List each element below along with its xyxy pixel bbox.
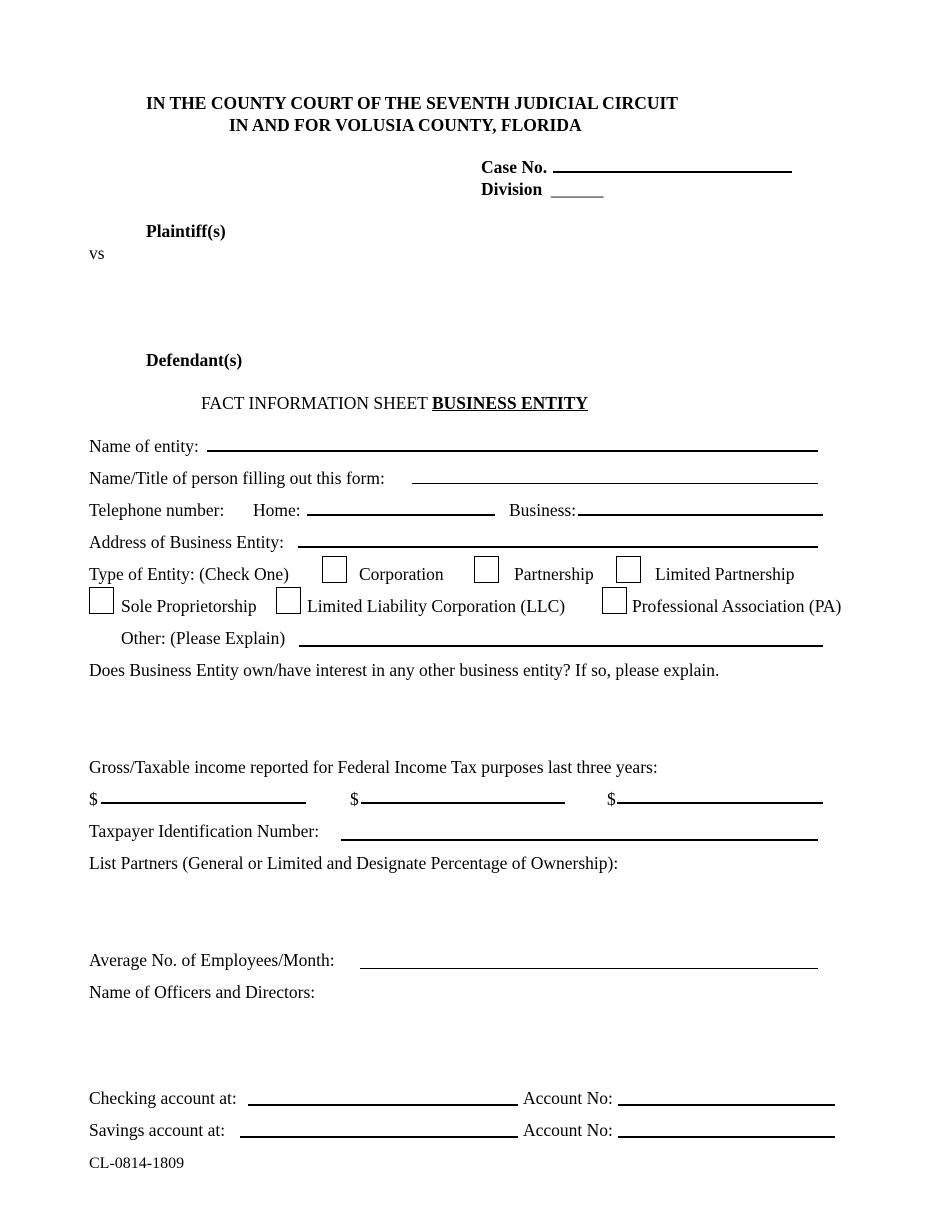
partners-label: List Partners (General or Limited and Designate Percentage of Ownership): [89, 853, 619, 873]
dollar-sign-3: $ [607, 789, 616, 809]
checking-bank-field[interactable] [248, 1104, 518, 1106]
corporation-label: Corporation [359, 564, 444, 584]
sole-proprietorship-checkbox[interactable] [89, 587, 114, 614]
name-title-field[interactable] [412, 483, 818, 484]
address-field[interactable] [298, 546, 818, 548]
other-interest-question: Does Business Entity own/have interest in any other business entity? If so, please explain. [89, 660, 720, 680]
limited-partnership-label: Limited Partnership [655, 564, 795, 584]
other-field[interactable] [299, 645, 823, 647]
income-year-3-field[interactable] [617, 802, 823, 804]
checking-account-no-field[interactable] [618, 1104, 835, 1106]
savings-account-no-label: Account No: [523, 1120, 613, 1140]
employees-label: Average No. of Employees/Month: [89, 950, 335, 970]
telephone-label: Telephone number: [89, 500, 225, 520]
checking-label: Checking account at: [89, 1088, 237, 1108]
case-no-label: Case No. [481, 157, 548, 177]
partnership-checkbox[interactable] [474, 556, 499, 583]
plaintiff-label: Plaintiff(s) [146, 221, 226, 241]
limited-partnership-checkbox[interactable] [616, 556, 641, 583]
division-label: Division [481, 179, 543, 199]
income-year-2-field[interactable] [361, 802, 565, 804]
savings-account-no-field[interactable] [618, 1136, 835, 1138]
address-label: Address of Business Entity: [89, 532, 284, 552]
dollar-sign-1: $ [89, 789, 98, 809]
gross-income-label: Gross/Taxable income reported for Federal Income Tax purposes last three years: [89, 757, 658, 777]
tin-field[interactable] [341, 839, 818, 841]
form-title-prefix: FACT INFORMATION SHEET [201, 393, 428, 413]
savings-label: Savings account at: [89, 1120, 226, 1140]
form-code: CL-0814-1809 [89, 1155, 185, 1172]
form-title-emphasis: BUSINESS ENTITY [431, 393, 589, 413]
dollar-sign-2: $ [350, 789, 359, 809]
llc-label: Limited Liability Corporation (LLC) [307, 596, 566, 616]
sole-proprietorship-label: Sole Proprietorship [121, 596, 257, 616]
name-of-entity-field[interactable] [207, 450, 818, 452]
corporation-checkbox[interactable] [322, 556, 347, 583]
business-phone-field[interactable] [578, 514, 823, 516]
name-title-label: Name/Title of person filling out this form: [89, 468, 385, 488]
form-title [201, 392, 588, 414]
partnership-label: Partnership [514, 564, 594, 584]
division-field[interactable]: ______ [551, 179, 604, 199]
home-label: Home: [253, 500, 301, 520]
savings-bank-field[interactable] [240, 1136, 518, 1138]
name-of-entity-label: Name of entity: [89, 436, 199, 456]
income-year-1-field[interactable] [101, 802, 306, 804]
other-label: Other: (Please Explain) [121, 628, 286, 648]
court-heading-line1: IN THE COUNTY COURT OF THE SEVENTH JUDICIAL CIRCUIT [146, 93, 678, 113]
employees-field[interactable] [360, 968, 818, 969]
llc-checkbox[interactable] [276, 587, 301, 614]
defendant-label: Defendant(s) [146, 350, 243, 370]
pa-label: Professional Association (PA) [632, 596, 842, 616]
type-of-entity-label: Type of Entity: (Check One) [89, 564, 289, 584]
vs-text: vs [89, 243, 105, 263]
pa-checkbox[interactable] [602, 587, 627, 614]
business-label: Business: [509, 500, 577, 520]
checking-account-no-label: Account No: [523, 1088, 613, 1108]
officers-label: Name of Officers and Directors: [89, 982, 316, 1002]
court-heading-line2: IN AND FOR VOLUSIA COUNTY, FLORIDA [229, 115, 582, 135]
tin-label: Taxpayer Identification Number: [89, 821, 320, 841]
case-no-field[interactable] [553, 171, 792, 173]
home-phone-field[interactable] [307, 514, 495, 516]
